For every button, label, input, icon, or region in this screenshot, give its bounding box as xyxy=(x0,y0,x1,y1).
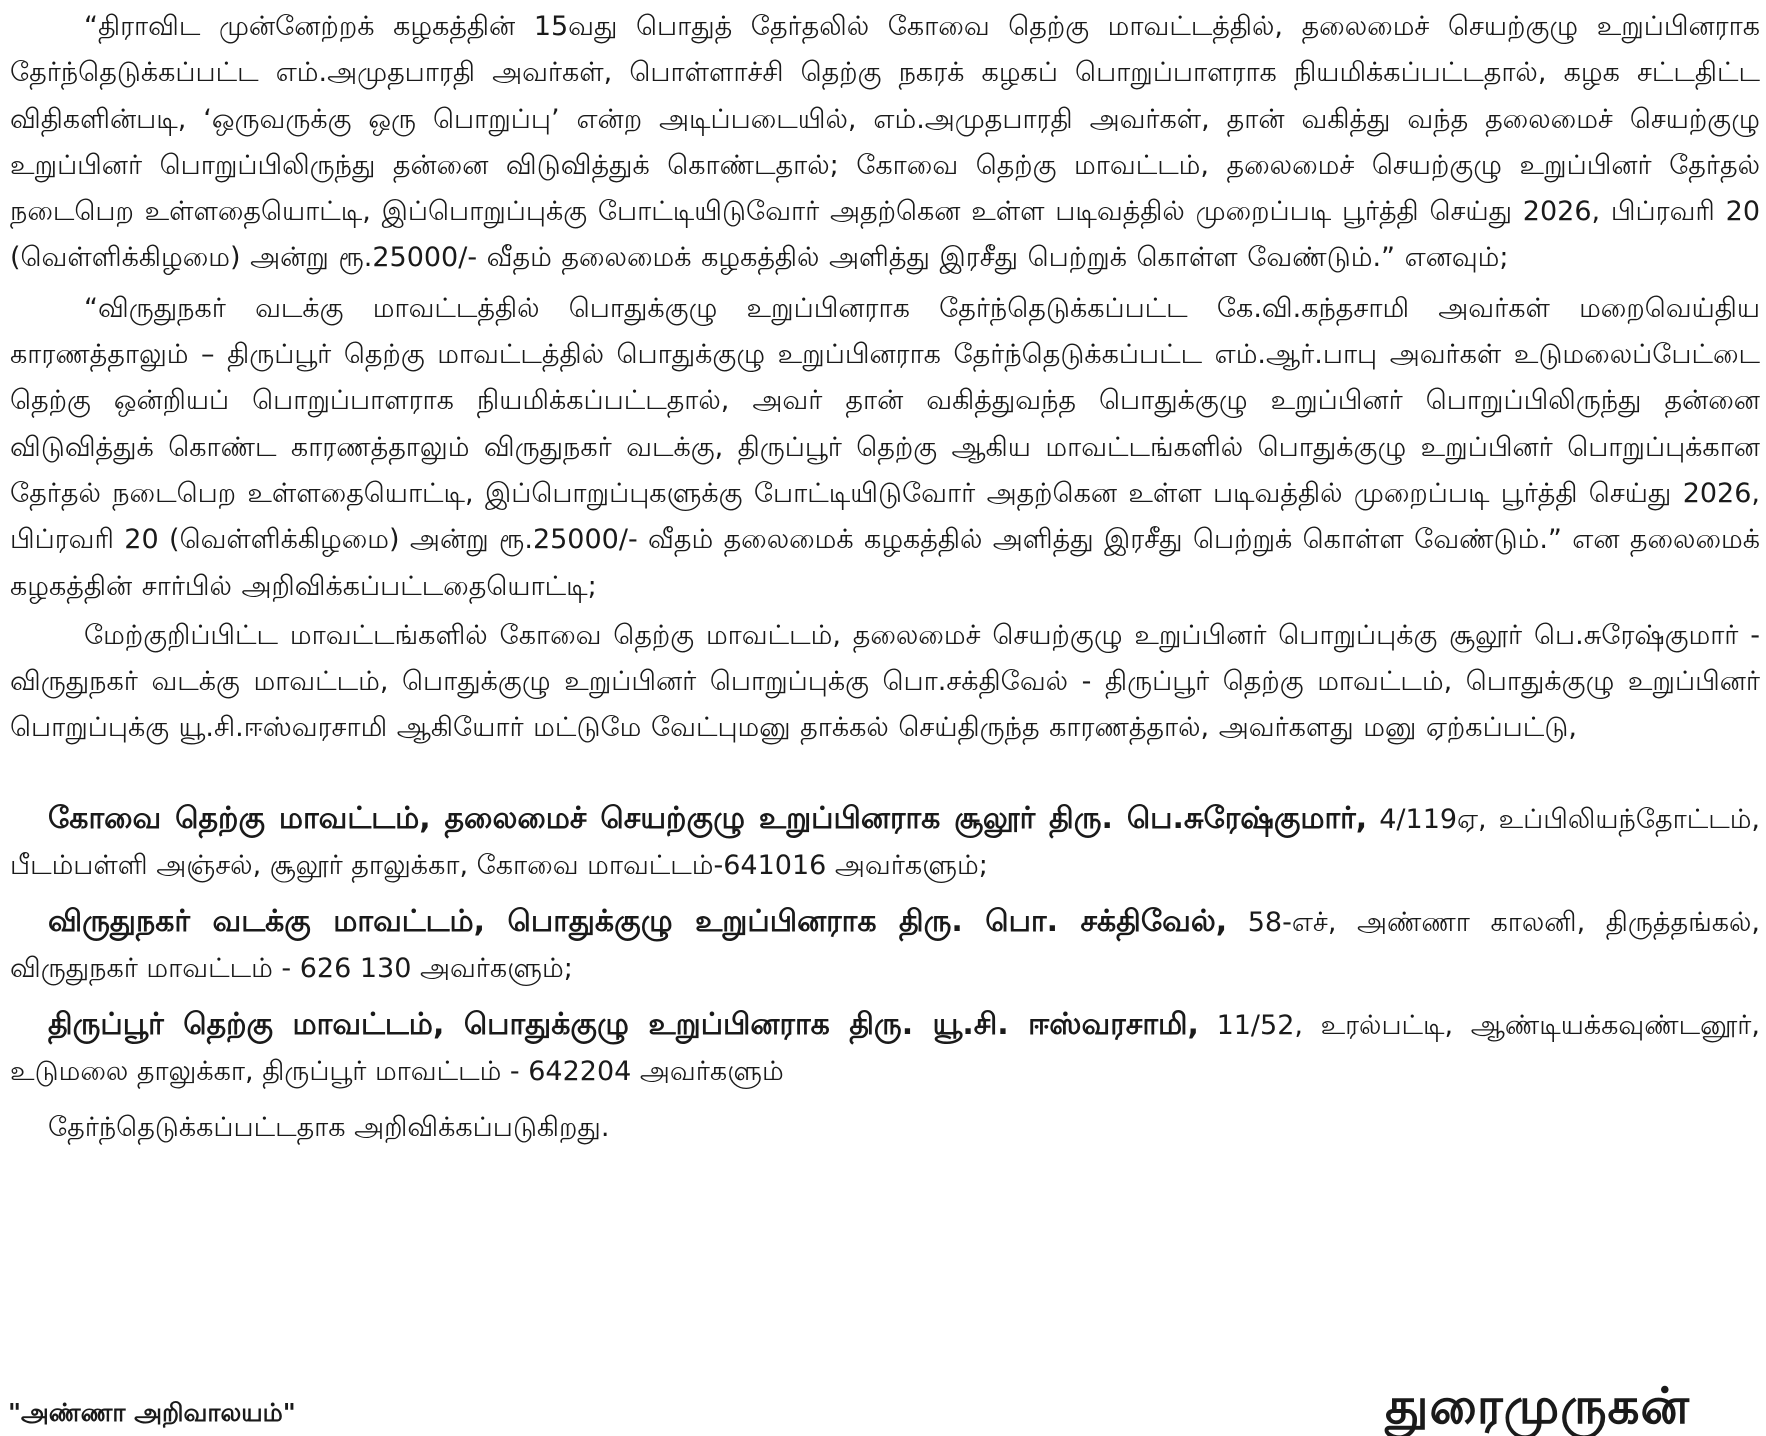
body-paragraph-1: “திராவிட முன்னேற்றக் கழகத்தின் 15வது பொதுத் தேர்தலில் கோவை தெற்கு மாவட்டத்தில், தலைமைச் செயற்குழு உறுப்பினராக தேர்ந்தெடுக்கப்பட்ட எம்.அமுதபாரதி அவர்கள், பொள்ளாச்சி தெற்கு நகரக் கழகப் பொறுப்பாளராக நியமிக்கப்பட்டதால், கழக சட்டதிட்ட விதிகளின்படி, ‘ஒருவருக்கு ஒரு பொறுப்பு’ என்ற அடிப்படையில், எம்.அமுதபாரதி அவர்கள், தான் வகித்து வந்த தலைமைச் செயற்குழு உறுப்பினர் பொறுப்பிலிருந்து தன்னை விடுவித்துக் கொண்டதால்; கோவை தெற்கு மாவட்டம், தலைமைச் செயற்குழு உறுப்பினர் தேர்தல் நடைபெற உள்ளதையொட்டி, இப்பொறுப்புக்கு போட்டியிடுவோர் அதற்கென உள்ள படிவத்தில் முறைப்படி பூர்த்தி செய்து 2026, பிப்ரவரி 20 (வெள்ளிக்கிழமை) அன்று ரூ.25000/- வீதம் தலைமைக் கழகத்தில் அளித்து இரசீது பெற்றுக் கொள்ள வேண்டும்.” எனவும்; xyxy=(10,11,1760,274)
declaration-1 xyxy=(10,796,1760,889)
declaration-1-name: கோவை தெற்கு மாவட்டம், தலைமைச் செயற்குழு உறுப்பினராக சூலூர் திரு. பெ.சுரேஷ்குமார், xyxy=(48,800,1368,836)
signatory-name: துரைமுருகன் xyxy=(1385,1377,1690,1435)
body-paragraph-2: “விருதுநகர் வடக்கு மாவட்டத்தில் பொதுக்குழு உறுப்பினராக தேர்ந்தெடுக்கப்பட்ட கே.வி.கந்தசாமி அவர்கள் மறைவெய்திய காரணத்தாலும் – திருப்பூர் தெற்கு மாவட்டத்தில் பொதுக்குழு உறுப்பினராக தேர்ந்தெடுக்கப்பட்ட எம்.ஆர்.பாபு அவர்கள் உடுமலைப்பேட்டை தெற்கு ஒன்றியப் பொறுப்பாளராக நியமிக்கப்பட்டதால், அவர் தான் வகித்துவந்த பொதுக்குழு உறுப்பினர் பொறுப்பிலிருந்து தன்னை விடுவித்துக் கொண்ட காரணத்தாலும் விருதுநகர் வடக்கு, திருப்பூர் தெற்கு ஆகிய மாவட்டங்களில் பொதுக்குழு உறுப்பினர் பொறுப்புக்கான தேர்தல் நடைபெற உள்ளதையொட்டி, இப்பொறுப்புகளுக்கு போட்டியிடுவோர் அதற்கென உள்ள படிவத்தில் முறைப்படி பூர்த்தி செய்து 2026, பிப்ரவரி 20 (வெள்ளிக்கிழமை) அன்று ரூ.25000/- வீதம் தலைமைக் கழகத்தில் அளித்து இரசீது பெற்றுக் கொள்ள வேண்டும்.” என தலைமைக் கழகத்தின் சார்பில் அறிவிக்கப்பட்டதையொட்டி; xyxy=(10,292,1760,602)
closing-statement: தேர்ந்தெடுக்கப்பட்டதாக அறிவிக்கப்படுகிறது. xyxy=(48,1111,610,1143)
body-paragraph-3: மேற்குறிப்பிட்ட மாவட்டங்களில் கோவை தெற்கு மாவட்டம், தலைமைச் செயற்குழு உறுப்பினர் பொறுப்புக்கு சூலூர் பெ.சுரேஷ்குமார் - விருதுநகர் வடக்கு மாவட்டம், பொதுக்குழு உறுப்பினர் பொறுப்புக்கு பொ.சக்திவேல் - திருப்பூர் தெற்கு மாவட்டம், பொதுக்குழு உறுப்பினர் பொறுப்புக்கு யூ.சி.ஈஸ்வரசாமி ஆகியோர் மட்டுமே வேட்புமனு தாக்கல் செய்திருந்த காரணத்தால், அவர்களது மனு ஏற்கப்பட்டு, xyxy=(10,619,1760,744)
declaration-2-address: 58-எச், அண்ணா காலனி, திருத்தங்கல், விருதுநகர் மாவட்டம் - 626 130 அவர்களும்; xyxy=(10,906,1760,984)
declaration-3-address: 11/52, உரல்பட்டி, ஆண்டியக்கவுண்டனூர், உடுமலை தாலுக்கா, திருப்பூர் மாவட்டம் - 642204 அவர்களும் xyxy=(10,1009,1760,1087)
declaration-3-name: திருப்பூர் தெற்கு மாவட்டம், பொதுக்குழு உறுப்பினராக திரு. யூ.சி. ஈஸ்வரசாமி, xyxy=(48,1006,1199,1042)
declaration-1-address: 4/119ஏ, உப்பிலியந்தோட்டம், பீடம்பள்ளி அஞ்சல், சூலூர் தாலுக்கா, கோவை மாவட்டம்-641016 அவர்களும்; xyxy=(10,803,1760,881)
declaration-2 xyxy=(10,899,1760,992)
declaration-3 xyxy=(10,1002,1760,1095)
declaration-2-name: விருதுநகர் வடக்கு மாவட்டம், பொதுக்குழு உறுப்பினராக திரு. பொ. சக்திவேல், xyxy=(48,903,1228,939)
footer-location: "அண்ணா அறிவாலயம்" xyxy=(8,1398,296,1427)
